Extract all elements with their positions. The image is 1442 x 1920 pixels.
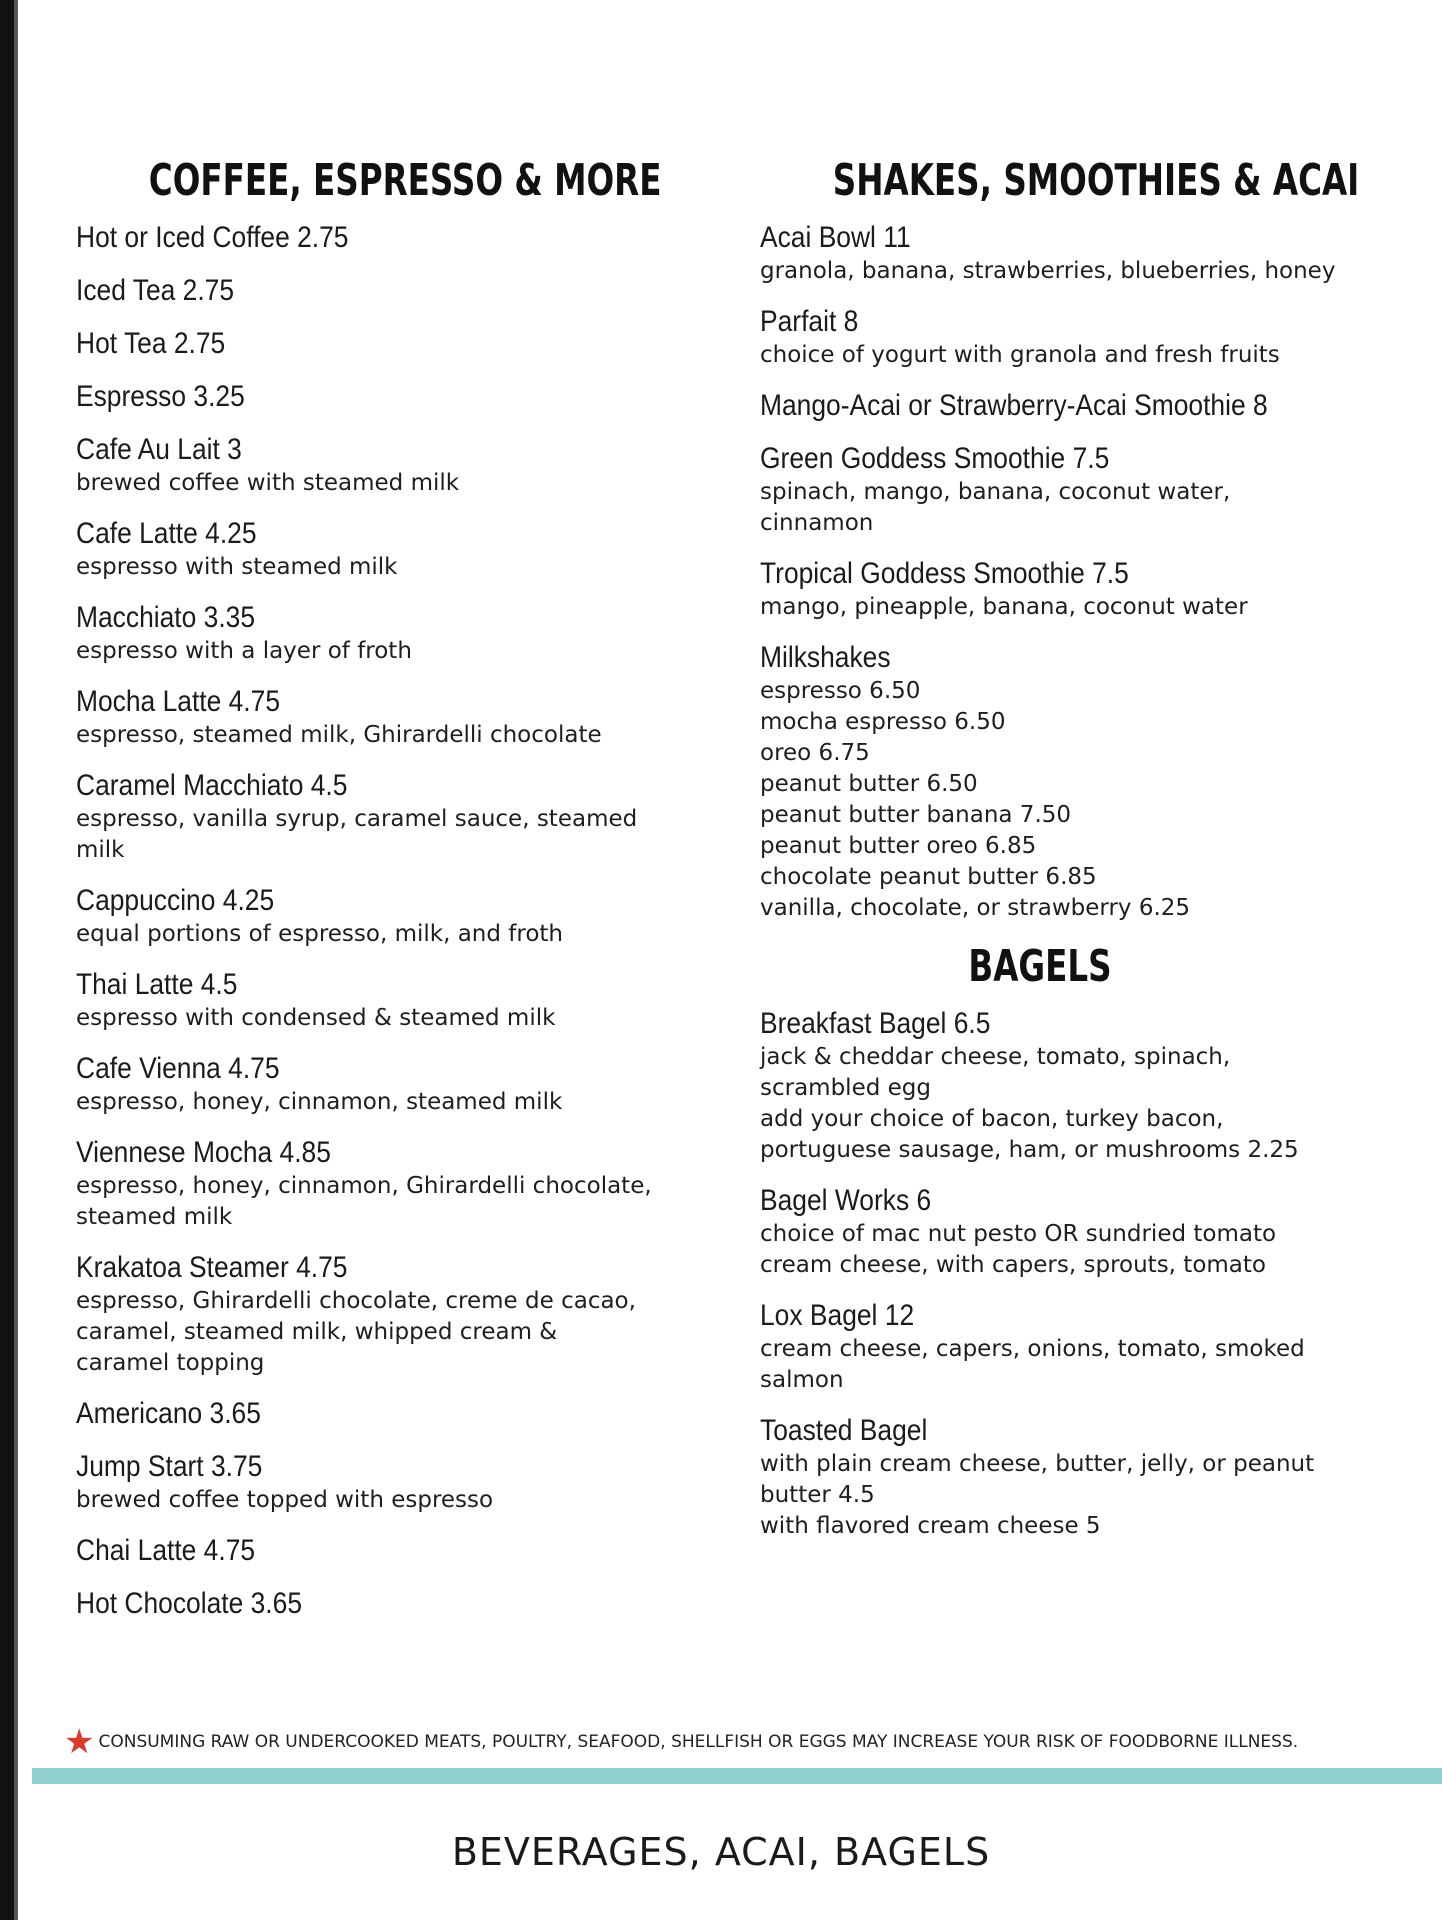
menu-item xyxy=(76,1449,716,1516)
description-line: milk xyxy=(76,837,125,863)
description-line: with plain cream cheese, butter, jelly, or peanut xyxy=(760,1451,1315,1477)
menu-item-title: Viennese Mocha 4.85 xyxy=(76,1136,331,1169)
description-line: espresso with a layer of froth xyxy=(76,638,412,664)
menu-item xyxy=(76,1135,716,1233)
menu-item xyxy=(760,441,1400,539)
menu-item xyxy=(76,432,716,499)
description-line: espresso 6.50 xyxy=(760,678,921,704)
description-line: peanut butter 6.50 xyxy=(760,771,978,797)
menu-item-title: Milkshakes xyxy=(760,641,891,674)
description-line: choice of yogurt with granola and fresh fruits xyxy=(760,342,1280,368)
menu-item-description xyxy=(76,720,716,751)
description-line: with flavored cream cheese 5 xyxy=(760,1513,1101,1539)
menu-item-title: Mango-Acai or Strawberry-Acai Smoothie 8 xyxy=(760,389,1268,422)
menu-item-description xyxy=(760,1334,1400,1396)
menu-item xyxy=(76,883,716,950)
menu-item-title: Krakatoa Steamer 4.75 xyxy=(76,1251,348,1284)
menu-item-description xyxy=(760,340,1400,371)
description-line: cream cheese, with capers, sprouts, tomato xyxy=(760,1252,1266,1278)
description-line: mango, pineapple, banana, coconut water xyxy=(760,594,1248,620)
menu-item-title: Hot or Iced Coffee 2.75 xyxy=(76,221,349,254)
menu-item xyxy=(760,220,1400,287)
menu-item xyxy=(760,1413,1400,1542)
description-line: spinach, mango, banana, coconut water, xyxy=(760,479,1231,505)
menu-item-description xyxy=(76,1003,716,1034)
description-line: chocolate peanut butter 6.85 xyxy=(760,864,1097,890)
menu-item xyxy=(760,556,1400,623)
menu-item-description xyxy=(76,1087,716,1118)
coffee-heading: COFFEE, ESPRESSO & MORE xyxy=(148,155,662,206)
menu-item xyxy=(76,967,716,1034)
menu-item-description xyxy=(760,477,1400,539)
description-line: cream cheese, capers, onions, tomato, smoked xyxy=(760,1336,1305,1362)
scan-edge-shadow xyxy=(14,0,18,1920)
menu-item-title: Tropical Goddess Smoothie 7.5 xyxy=(760,557,1129,590)
menu-item xyxy=(760,388,1400,424)
menu-item xyxy=(76,1250,716,1379)
menu-item-description xyxy=(760,1449,1400,1542)
menu-item xyxy=(760,1183,1400,1281)
menu-item-description xyxy=(76,552,716,583)
warning-text: CONSUMING RAW OR UNDERCOOKED MEATS, POULTRY, SEAFOOD, SHELLFISH OR EGGS MAY INCREASE YOUR RISK OF FOODBORNE ILLNESS. xyxy=(98,1732,1299,1752)
menu-item xyxy=(760,1006,1400,1166)
menu-item-title: Cafe Latte 4.25 xyxy=(76,517,257,550)
menu-item-title: Chai Latte 4.75 xyxy=(76,1534,256,1567)
menu-item-title: Cafe Vienna 4.75 xyxy=(76,1052,280,1085)
description-line: scrambled egg xyxy=(760,1075,931,1101)
shakes-column xyxy=(760,155,1400,1559)
description-line: brewed coffee topped with espresso xyxy=(76,1487,494,1513)
menu-item-description xyxy=(760,1219,1400,1281)
menu-item-description xyxy=(760,256,1400,287)
description-line: cinnamon xyxy=(760,510,874,536)
menu-item xyxy=(76,1533,716,1569)
description-line: steamed milk xyxy=(76,1204,233,1230)
description-line: salmon xyxy=(760,1367,844,1393)
description-line: caramel, steamed milk, whipped cream & xyxy=(76,1319,558,1345)
divider-bar xyxy=(32,1768,1442,1784)
bagels-items xyxy=(760,1006,1400,1542)
menu-item xyxy=(76,516,716,583)
menu-item-description xyxy=(76,919,716,950)
menu-item xyxy=(760,1298,1400,1396)
menu-item-title: Green Goddess Smoothie 7.5 xyxy=(760,442,1110,475)
description-line: espresso, steamed milk, Ghirardelli chocolate xyxy=(76,722,602,748)
description-line: espresso, honey, cinnamon, steamed milk xyxy=(76,1089,563,1115)
menu-item-description xyxy=(760,676,1400,924)
menu-item-title: Hot Tea 2.75 xyxy=(76,327,226,360)
menu-item-title: Jump Start 3.75 xyxy=(76,1450,263,1483)
shakes-items xyxy=(760,220,1400,924)
menu-item-title: Cappuccino 4.25 xyxy=(76,884,275,917)
description-line: portuguese sausage, ham, or mushrooms 2.25 xyxy=(760,1137,1299,1163)
menu-item xyxy=(76,1396,716,1432)
menu-item-title: Thai Latte 4.5 xyxy=(76,968,238,1001)
menu-item-description xyxy=(760,1042,1400,1166)
menu-item-title: Toasted Bagel xyxy=(760,1414,928,1447)
description-line: peanut butter banana 7.50 xyxy=(760,802,1072,828)
menu-item xyxy=(760,304,1400,371)
description-line: espresso with condensed & steamed milk xyxy=(76,1005,556,1031)
menu-item xyxy=(76,1586,716,1622)
menu-item-description xyxy=(76,468,716,499)
bagels-heading: BAGELS xyxy=(968,941,1112,992)
menu-item-title: Espresso 3.25 xyxy=(76,380,245,413)
menu-item-title: Caramel Macchiato 4.5 xyxy=(76,769,348,802)
description-line: butter 4.5 xyxy=(760,1482,875,1508)
menu-item-title: Hot Chocolate 3.65 xyxy=(76,1587,303,1620)
menu-item-title: Bagel Works 6 xyxy=(760,1184,932,1217)
star-icon: ★ xyxy=(64,1722,95,1762)
description-line: espresso, Ghirardelli chocolate, creme de cacao, xyxy=(76,1288,636,1314)
description-line: add your choice of bacon, turkey bacon, xyxy=(760,1106,1224,1132)
menu-item xyxy=(76,768,716,866)
coffee-items xyxy=(76,220,716,1622)
footer-title: BEVERAGES, ACAI, BAGELS xyxy=(451,1830,991,1874)
menu-item-description xyxy=(76,636,716,667)
menu-item xyxy=(76,684,716,751)
description-line: peanut butter oreo 6.85 xyxy=(760,833,1037,859)
menu-item-title: Breakfast Bagel 6.5 xyxy=(760,1007,991,1040)
shakes-heading: SHAKES, SMOOTHIES & ACAI xyxy=(832,155,1360,206)
foodborne-warning xyxy=(64,1722,1384,1762)
description-line: choice of mac nut pesto OR sundried tomato xyxy=(760,1221,1277,1247)
menu-item-title: Americano 3.65 xyxy=(76,1397,261,1430)
menu-item xyxy=(76,379,716,415)
description-line: granola, banana, strawberries, blueberries, honey xyxy=(760,258,1336,284)
menu-item-title: Mocha Latte 4.75 xyxy=(76,685,281,718)
description-line: espresso, vanilla syrup, caramel sauce, steamed xyxy=(76,806,638,832)
menu-item-title: Lox Bagel 12 xyxy=(760,1299,915,1332)
description-line: mocha espresso 6.50 xyxy=(760,709,1006,735)
description-line: espresso, honey, cinnamon, Ghirardelli chocolate, xyxy=(76,1173,652,1199)
menu-item xyxy=(760,640,1400,924)
menu-item-title: Cafe Au Lait 3 xyxy=(76,433,242,466)
description-line: brewed coffee with steamed milk xyxy=(76,470,460,496)
description-line: caramel topping xyxy=(76,1350,265,1376)
menu-item-description xyxy=(76,804,716,866)
menu-item-description xyxy=(76,1286,716,1379)
description-line: equal portions of espresso, milk, and froth xyxy=(76,921,563,947)
menu-item xyxy=(76,1051,716,1118)
menu-item xyxy=(76,273,716,309)
menu-item-description xyxy=(760,592,1400,623)
menu-item-title: Iced Tea 2.75 xyxy=(76,274,235,307)
menu-item-title: Macchiato 3.35 xyxy=(76,601,256,634)
menu-item xyxy=(76,220,716,256)
menu-item-description xyxy=(76,1485,716,1516)
menu-item xyxy=(76,326,716,362)
description-line: vanilla, chocolate, or strawberry 6.25 xyxy=(760,895,1191,921)
description-line: espresso with steamed milk xyxy=(76,554,398,580)
menu-item-title: Parfait 8 xyxy=(760,305,859,338)
scan-edge xyxy=(0,0,14,1920)
description-line: oreo 6.75 xyxy=(760,740,870,766)
coffee-column xyxy=(76,155,716,1639)
menu-item-description xyxy=(76,1171,716,1233)
menu-item xyxy=(76,600,716,667)
menu-item-title: Acai Bowl 11 xyxy=(760,221,911,254)
description-line: jack & cheddar cheese, tomato, spinach, xyxy=(760,1044,1231,1070)
